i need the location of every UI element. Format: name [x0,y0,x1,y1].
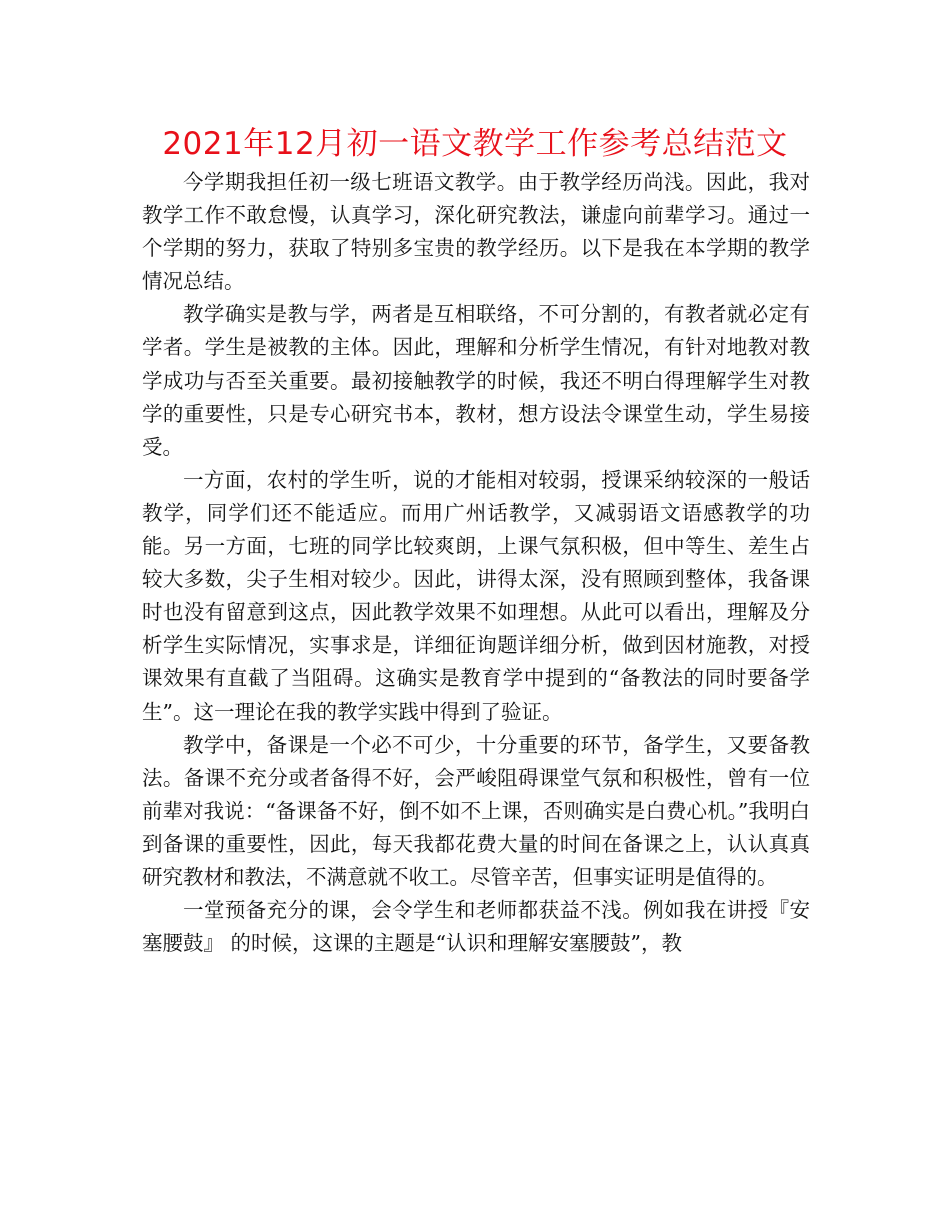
document-body [142,166,810,960]
document-title: 2021年12月初一语文教学工作参考总结范文 [162,126,788,162]
paragraph-2: 教学确实是教与学，两者是互相联络，不可分割的，有教者就必定有学者。学生是被教的主体。因此，理解和分析学生情况，有针对地教对教学成功与否至关重要。最初接触教学的时候，我还不明白得理解学生对教学的重要性，只是专心研究书本，教材，想方设法令课堂生动，学生易接受。 [142,302,810,459]
paragraph-1: 今学期我担任初一级七班语文教学。由于教学经历尚浅。因此，我对教学工作不敢怠慢，认真学习，深化研究教法，谦虚向前辈学习。通过一个学期的努力，获取了特别多宝贵的教学经历。以下是我在本学期的教学情况总结。 [142,170,810,294]
paragraph-5: 一堂预备充分的课，会令学生和老师都获益不浅。例如我在讲授『安塞腰鼓』 的时候，这课的主题是“认识和理解安塞腰鼓”，教 [142,898,810,956]
paragraph-3: 一方面，农村的学生听，说的才能相对较弱，授课采纳较深的一般话教学，同学们还不能适应。而用广州话教学，又减弱语文语感教学的功能。另一方面，七班的同学比较爽朗，上课气氛积极，但中等生、差生占较大多数，尖子生相对较少。因此，讲得太深，没有照顾到整体，我备课时也没有留意到这点，因此教学效果不如理想。从此可以看出，理解及分析学生实际情况，实事求是，详细征询题详细分析，做到因材施教，对授课效果有直截了当阻碍。这确实是教育学中提到的“备教法的同时要备学生”。这一理论在我的教学实践中得到了验证。 [142,467,810,724]
paragraph-4: 教学中，备课是一个必不可少，十分重要的环节，备学生，又要备教法。备课不充分或者备得不好，会严峻阻碍课堂气氛和积极性，曾有一位前辈对我说：“备课备不好，倒不如不上课，否则确实是白费心机。”我明白到备课的重要性，因此，每天我都花费大量的时间在备课之上，认认真真研究教材和教法，不满意就不收工。尽管辛苦，但事实证明是值得的。 [142,732,810,889]
